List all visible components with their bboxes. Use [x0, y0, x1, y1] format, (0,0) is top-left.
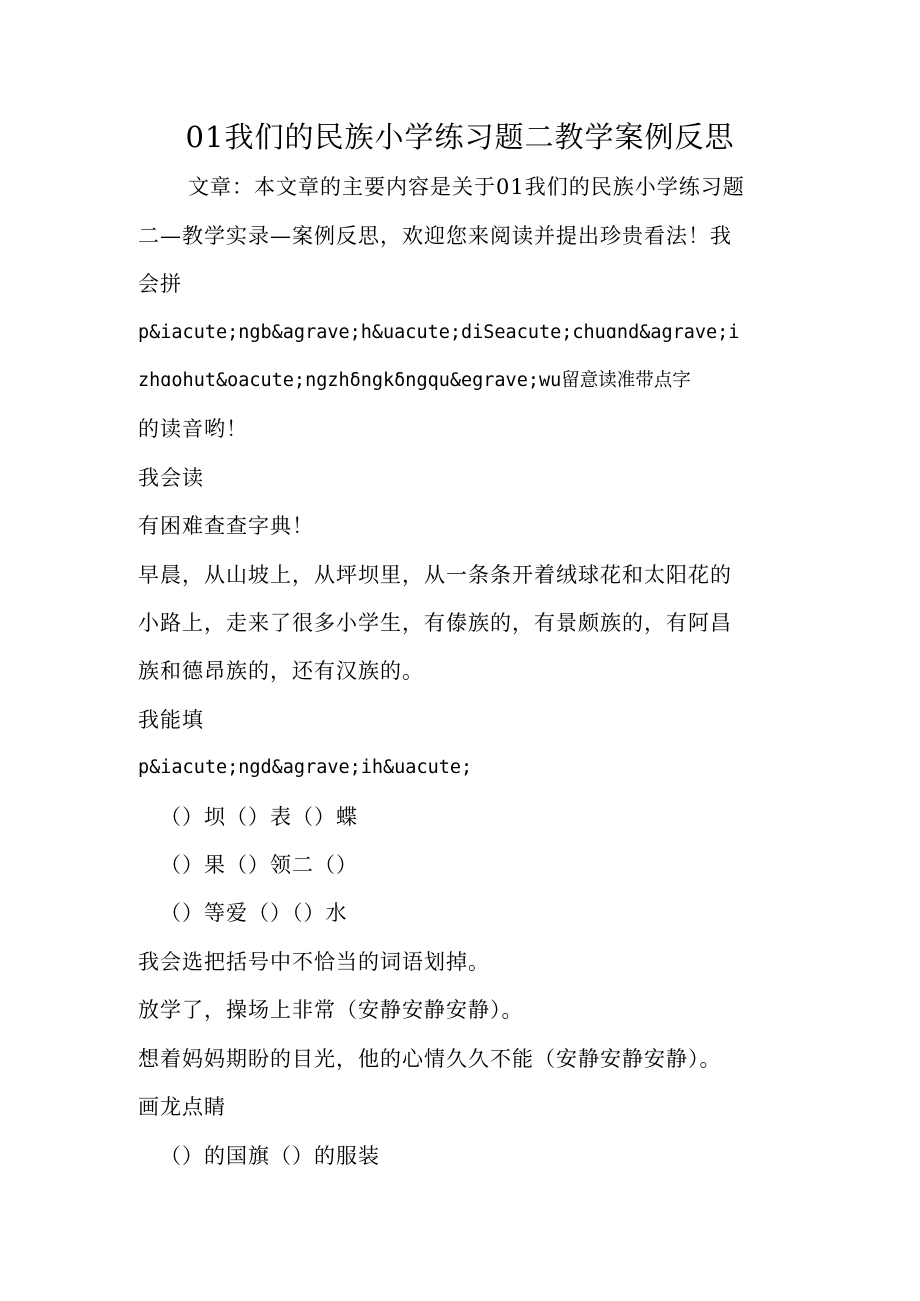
pinyin-line: p&iacute;ngb&agrave;h&uacute;diSeacute;chuɑnd&agrave;i — [138, 322, 740, 343]
fill-pinyin: p&iacute;ngd&agrave;ih&uacute; — [138, 757, 473, 778]
section-heading-dragon: 画龙点睛 — [138, 1095, 226, 1119]
choose-question: 放学了，操场上非常（安静安静安静）。 — [138, 998, 524, 1022]
fill-row: （）等爱（）（）水 — [160, 901, 348, 925]
page-title: 01我们的民族小学练习题二教学案例反思 — [185, 120, 735, 154]
pinyin-line: 的读音哟！ — [138, 417, 248, 441]
pinyin-line: zhɑohut&oacute;ngzhδngkδngqu&egrave;wu留意读准带点字 — [138, 370, 691, 391]
passage-line: 族和德昂族的，还有汉族的。 — [138, 659, 424, 683]
choose-question: 想着妈妈期盼的目光，他的心情久久不能（安静安静安静）。 — [138, 1047, 722, 1071]
section-heading-fill: 我能填 — [138, 708, 204, 732]
passage-line: 小路上，走来了很多小学生，有傣族的，有景颇族的，有阿昌 — [138, 611, 732, 635]
intro-line: 文章：本文章的主要内容是关于01我们的民族小学练习题 — [188, 175, 745, 199]
fill-row: （）坝（）表（）蝶 — [160, 805, 358, 829]
section-heading-read: 我会读 — [138, 466, 204, 490]
dragon-row: （）的国旗（）的服装 — [160, 1144, 380, 1168]
intro-line: 二—教学实录—案例反思，欢迎您来阅读并提出珍贵看法！我 — [138, 224, 732, 248]
fill-row: （）果（）领二（） — [160, 853, 358, 877]
section-heading-choose: 我会选把括号中不恰当的词语划掉。 — [138, 950, 490, 974]
dictionary-hint: 有困难查查字典！ — [138, 514, 314, 538]
passage-line: 早晨，从山坡上，从坪坝里，从一条条开着绒球花和太阳花的 — [138, 563, 732, 587]
intro-line: 会拼 — [138, 272, 182, 296]
